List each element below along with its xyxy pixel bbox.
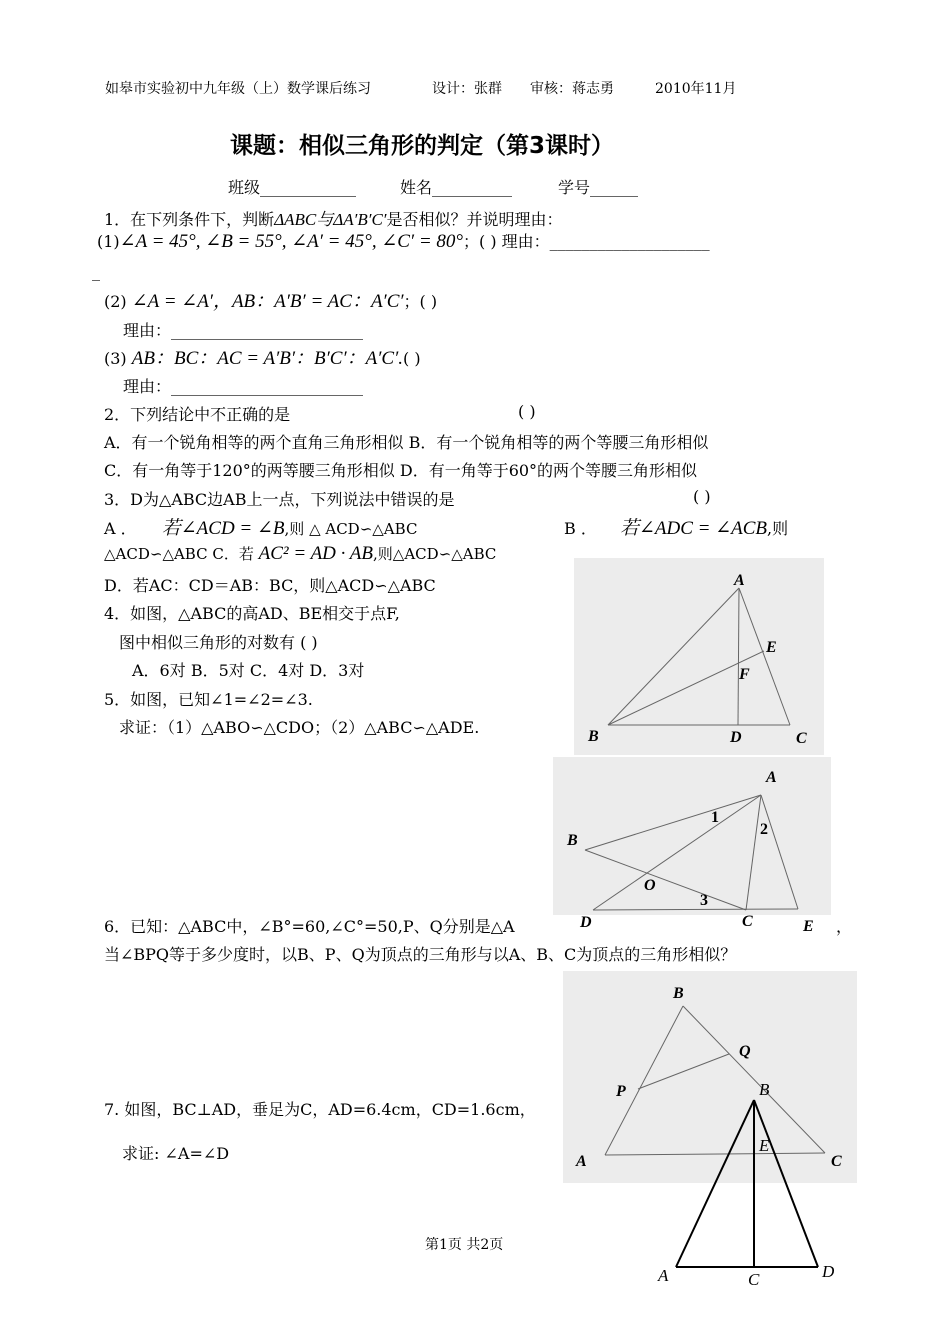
q3-optA-label: A ． (104, 519, 137, 538)
page-footer: 第1页 共2页 (425, 1237, 504, 1253)
q1-p2-tail: ；( ) (403, 292, 438, 311)
q1-p2-label: (2) (104, 292, 127, 311)
fig4-label-D: D (730, 729, 742, 746)
q1-stem-a: 1．在下列条件下，判断 (104, 210, 275, 229)
header-designer: 设计：张群 (432, 81, 502, 97)
q1-stem (104, 205, 563, 230)
q3-optA-tail: ,则 △ ACD∽△ABC (284, 520, 418, 538)
q7-line2: 求证: ∠A=∠D (122, 1144, 230, 1163)
fig4-label-F: F (739, 666, 750, 683)
q1-part2 (104, 286, 437, 313)
q3-option-b (564, 513, 788, 540)
q1-p1-tail: ；( ) 理由：____________________ (463, 232, 710, 251)
q1-part1 (97, 229, 710, 253)
q2-paren: ( ) (518, 402, 536, 421)
q6-line1-end: ， (836, 917, 853, 936)
q4-line2: 图中相似三角形的对数有 ( ) (119, 633, 318, 652)
q5-line2: 求证：（1）△ABO∽△CDO；（2）△ABC∽△ADE. (119, 718, 480, 737)
fig6-label-A: A (576, 1153, 587, 1170)
fig7-label-D: D (822, 1262, 835, 1281)
q1-p3-math: AB：BC：AC = A′B′：B′C′：A′C′. (131, 348, 403, 369)
header-reviewer: 审核：蒋志勇 (530, 81, 614, 97)
fig6-label-P: P (616, 1083, 626, 1100)
fig5-label-C: C (742, 913, 753, 930)
fig5-angle-3: 3 (700, 892, 708, 909)
fig4-label-C: C (796, 730, 807, 747)
fig7-label-E: E (759, 1136, 770, 1155)
q3-line2-a: △ACD∽△ABC C．若 (104, 545, 254, 563)
q2-line1: A．有一个锐角相等的两个直角三角形相似 B．有一个锐角相等的两个等腰三角形相似 (104, 433, 709, 452)
student-id-field: 学号______ (558, 178, 639, 197)
fig4-label-B: B (588, 728, 599, 745)
q5-line1: 5．如图，已知∠1=∠2=∠3. (104, 690, 313, 709)
fig7-label-A: A (658, 1266, 669, 1285)
fig5-label-A: A (766, 769, 777, 786)
q4-options: A．6对 B．5对 C．4对 D．3对 (132, 661, 365, 680)
fig5-label-E: E (803, 918, 814, 935)
header-school: 如皋市实验初中九年级（上）数学课后练习 (105, 81, 371, 97)
q3-optA-math: 若∠ACD = ∠B (161, 518, 285, 539)
q1-p3-reason: 理由：________________________ (123, 377, 364, 396)
fig5-angle-1: 1 (711, 809, 719, 826)
q7-line1: 7. 如图，BC⊥AD，垂足为C，AD=6.4cm，CD=1.6cm， (104, 1100, 536, 1119)
q1-p1-wrap: _ (92, 262, 100, 281)
figure-q4-triangle-altitudes (574, 558, 824, 755)
q3-option-d: D．若AC：CD＝AB：BC，则△ACD∽△ABC (104, 576, 436, 595)
q2-line2: C．有一角等于120°的两等腰三角形相似 D．有一角等于60°的两个等腰三角形相似 (104, 461, 698, 480)
fig4-label-E: E (766, 639, 777, 656)
fig4-label-A: A (734, 572, 745, 589)
fig5-angle-2: 2 (760, 821, 768, 838)
fig7-label-B: B (759, 1080, 770, 1099)
q3-optB-tail: ,则 (767, 519, 789, 538)
q4-line1: 4．如图，△ABC的高AD、BE相交于点F, (104, 604, 400, 623)
fig5-label-O: O (644, 877, 656, 894)
q1-p3-tail: ( ) (402, 349, 421, 368)
class-field: 班级____________ (228, 178, 357, 197)
fig6-label-B: B (673, 985, 684, 1002)
fig5-label-B: B (567, 832, 578, 849)
figure-q7-perpendicular (600, 1080, 860, 1290)
q3-stem: 3．D为△ABC边AB上一点，下列说法中错误的是 (104, 490, 455, 509)
q3-line2-b: ,则△ACD∽△ABC (373, 545, 497, 563)
q1-p3-label: (3) (104, 349, 127, 368)
page-title: 课题：相似三角形的判定（第3课时） (230, 133, 615, 159)
q1-p1-math: ∠A = 45°, ∠B = 55°, ∠A′ = 45°, ∠C′ = 80° (119, 231, 463, 252)
q2-stem: 2．下列结论中不正确的是 (104, 405, 291, 424)
q3-optB-label: B ． (564, 519, 597, 538)
fig7-label-C: C (748, 1270, 760, 1289)
q6-line1: 6．已知：△ABC中，∠B°=60,∠C°=50,P、Q分别是△A (104, 917, 515, 936)
q6-line2: 当∠BPQ等于多少度时，以B、P、Q为顶点的三角形与以A、B、C为顶点的三角形相似？ (104, 945, 737, 964)
fig5-label-D: D (580, 914, 592, 931)
header-date: 2010年11月 (655, 81, 737, 97)
q3-optB-math: 若∠ADC = ∠ACB (619, 518, 767, 539)
q1-p1-label: (1) (97, 232, 120, 251)
fig6-label-C: C (831, 1153, 842, 1170)
q3-paren: ( ) (693, 487, 711, 506)
q1-p2-math: ∠A = ∠A′，AB：A′B′ = AC：A′C′ (131, 291, 404, 312)
name-field: 姓名__________ (400, 178, 513, 197)
q3-option-a (104, 513, 417, 540)
q3-optC-math: AC² = AD · AB (258, 543, 374, 564)
figure-q5-angles (553, 757, 831, 935)
q1-stem-math: ΔABC与ΔA′B′C′ (274, 210, 387, 229)
q1-part3 (104, 343, 421, 370)
q1-stem-b: 是否相似？并说明理由： (386, 210, 563, 229)
q3-line2 (104, 543, 496, 565)
fig6-label-Q: Q (739, 1043, 751, 1060)
q1-p2-reason: 理由：________________________ (123, 321, 364, 340)
